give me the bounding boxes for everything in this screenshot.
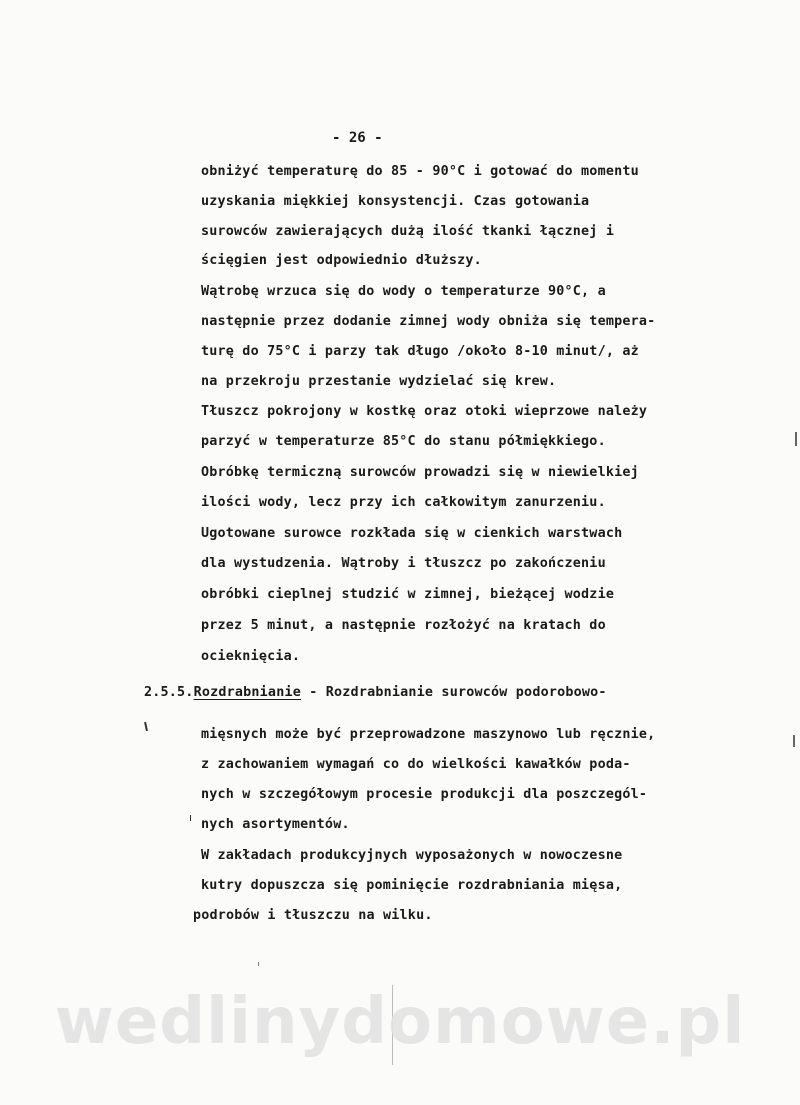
text-line: parzyć w temperaturze 85°C do stanu półmiękkiego. xyxy=(201,434,606,449)
section-heading: Rozdrabnianie xyxy=(193,685,301,700)
text-line: surowców zawierających dużą ilość tkanki łącznej i xyxy=(201,224,615,239)
text-line: nych w szczegółowym procesie produkcji dla poszczegól- xyxy=(201,787,648,802)
section-heading-line xyxy=(144,685,607,700)
text-line: następnie przez dodanie zimnej wody obniża się tempera- xyxy=(201,314,656,329)
speck-mark xyxy=(258,962,259,966)
text-line: obniżyć temperaturę do 85 - 90°C i gotować do momentu xyxy=(201,164,639,179)
text-line: obróbki cieplnej studzić w zimnej, bieżącej wodzie xyxy=(201,587,615,602)
text-line: nych asortymentów. xyxy=(201,817,350,832)
text-line: Tłuszcz pokrojony w kostkę oraz otoki wieprzowe należy xyxy=(201,404,648,419)
section-number: 2.5.5. xyxy=(144,685,194,700)
text-line: uzyskania miękkiej konsystencji. Czas gotowania xyxy=(201,194,590,209)
text-line: Ugotowane surowce rozkłada się w cienkich warstwach xyxy=(201,526,623,541)
text-line: turę do 75°C i parzy tak długo /około 8-10 minut/, aż xyxy=(201,344,639,359)
text-line: ocieknięcia. xyxy=(201,649,301,664)
text-line: podrobów i tłuszczu na wilku. xyxy=(193,908,433,923)
section-first-line: - Rozdrabnianie surowców podorobowo- xyxy=(300,685,607,700)
page-number: - 26 - xyxy=(332,130,383,146)
edge-mark xyxy=(795,432,797,446)
text-line: dla wystudzenia. Wątroby i tłuszcz po zakończeniu xyxy=(201,556,606,571)
text-line: ilości wody, lecz przy ich całkowitym zanurzeniu. xyxy=(201,495,606,510)
text-line: na przekroju przestanie wydzielać się krew. xyxy=(201,374,557,389)
text-line: Obróbkę termiczną surowców prowadzi się w niewielkiej xyxy=(201,465,639,480)
margin-mark xyxy=(144,722,148,731)
text-line: Wątrobę wrzuca się do wody o temperaturze 90°C, a xyxy=(201,284,606,299)
margin-mark xyxy=(190,815,191,821)
watermark-logo: wedlinydomowe.pl xyxy=(54,985,746,1059)
text-line: ścięgien jest odpowiednio dłuższy. xyxy=(201,253,482,268)
text-line: W zakładach produkcyjnych wyposażonych w nowoczesne xyxy=(201,848,623,863)
text-line: z zachowaniem wymagań co do wielkości kawałków poda- xyxy=(201,757,631,772)
edge-mark xyxy=(793,735,795,747)
text-line: mięsnych może być przeprowadzone maszynowo lub ręcznie, xyxy=(201,727,656,742)
text-line: kutry dopuszcza się pominięcie rozdrabniania mięsa, xyxy=(201,878,623,893)
text-line: przez 5 minut, a następnie rozłożyć na kratach do xyxy=(201,618,606,633)
